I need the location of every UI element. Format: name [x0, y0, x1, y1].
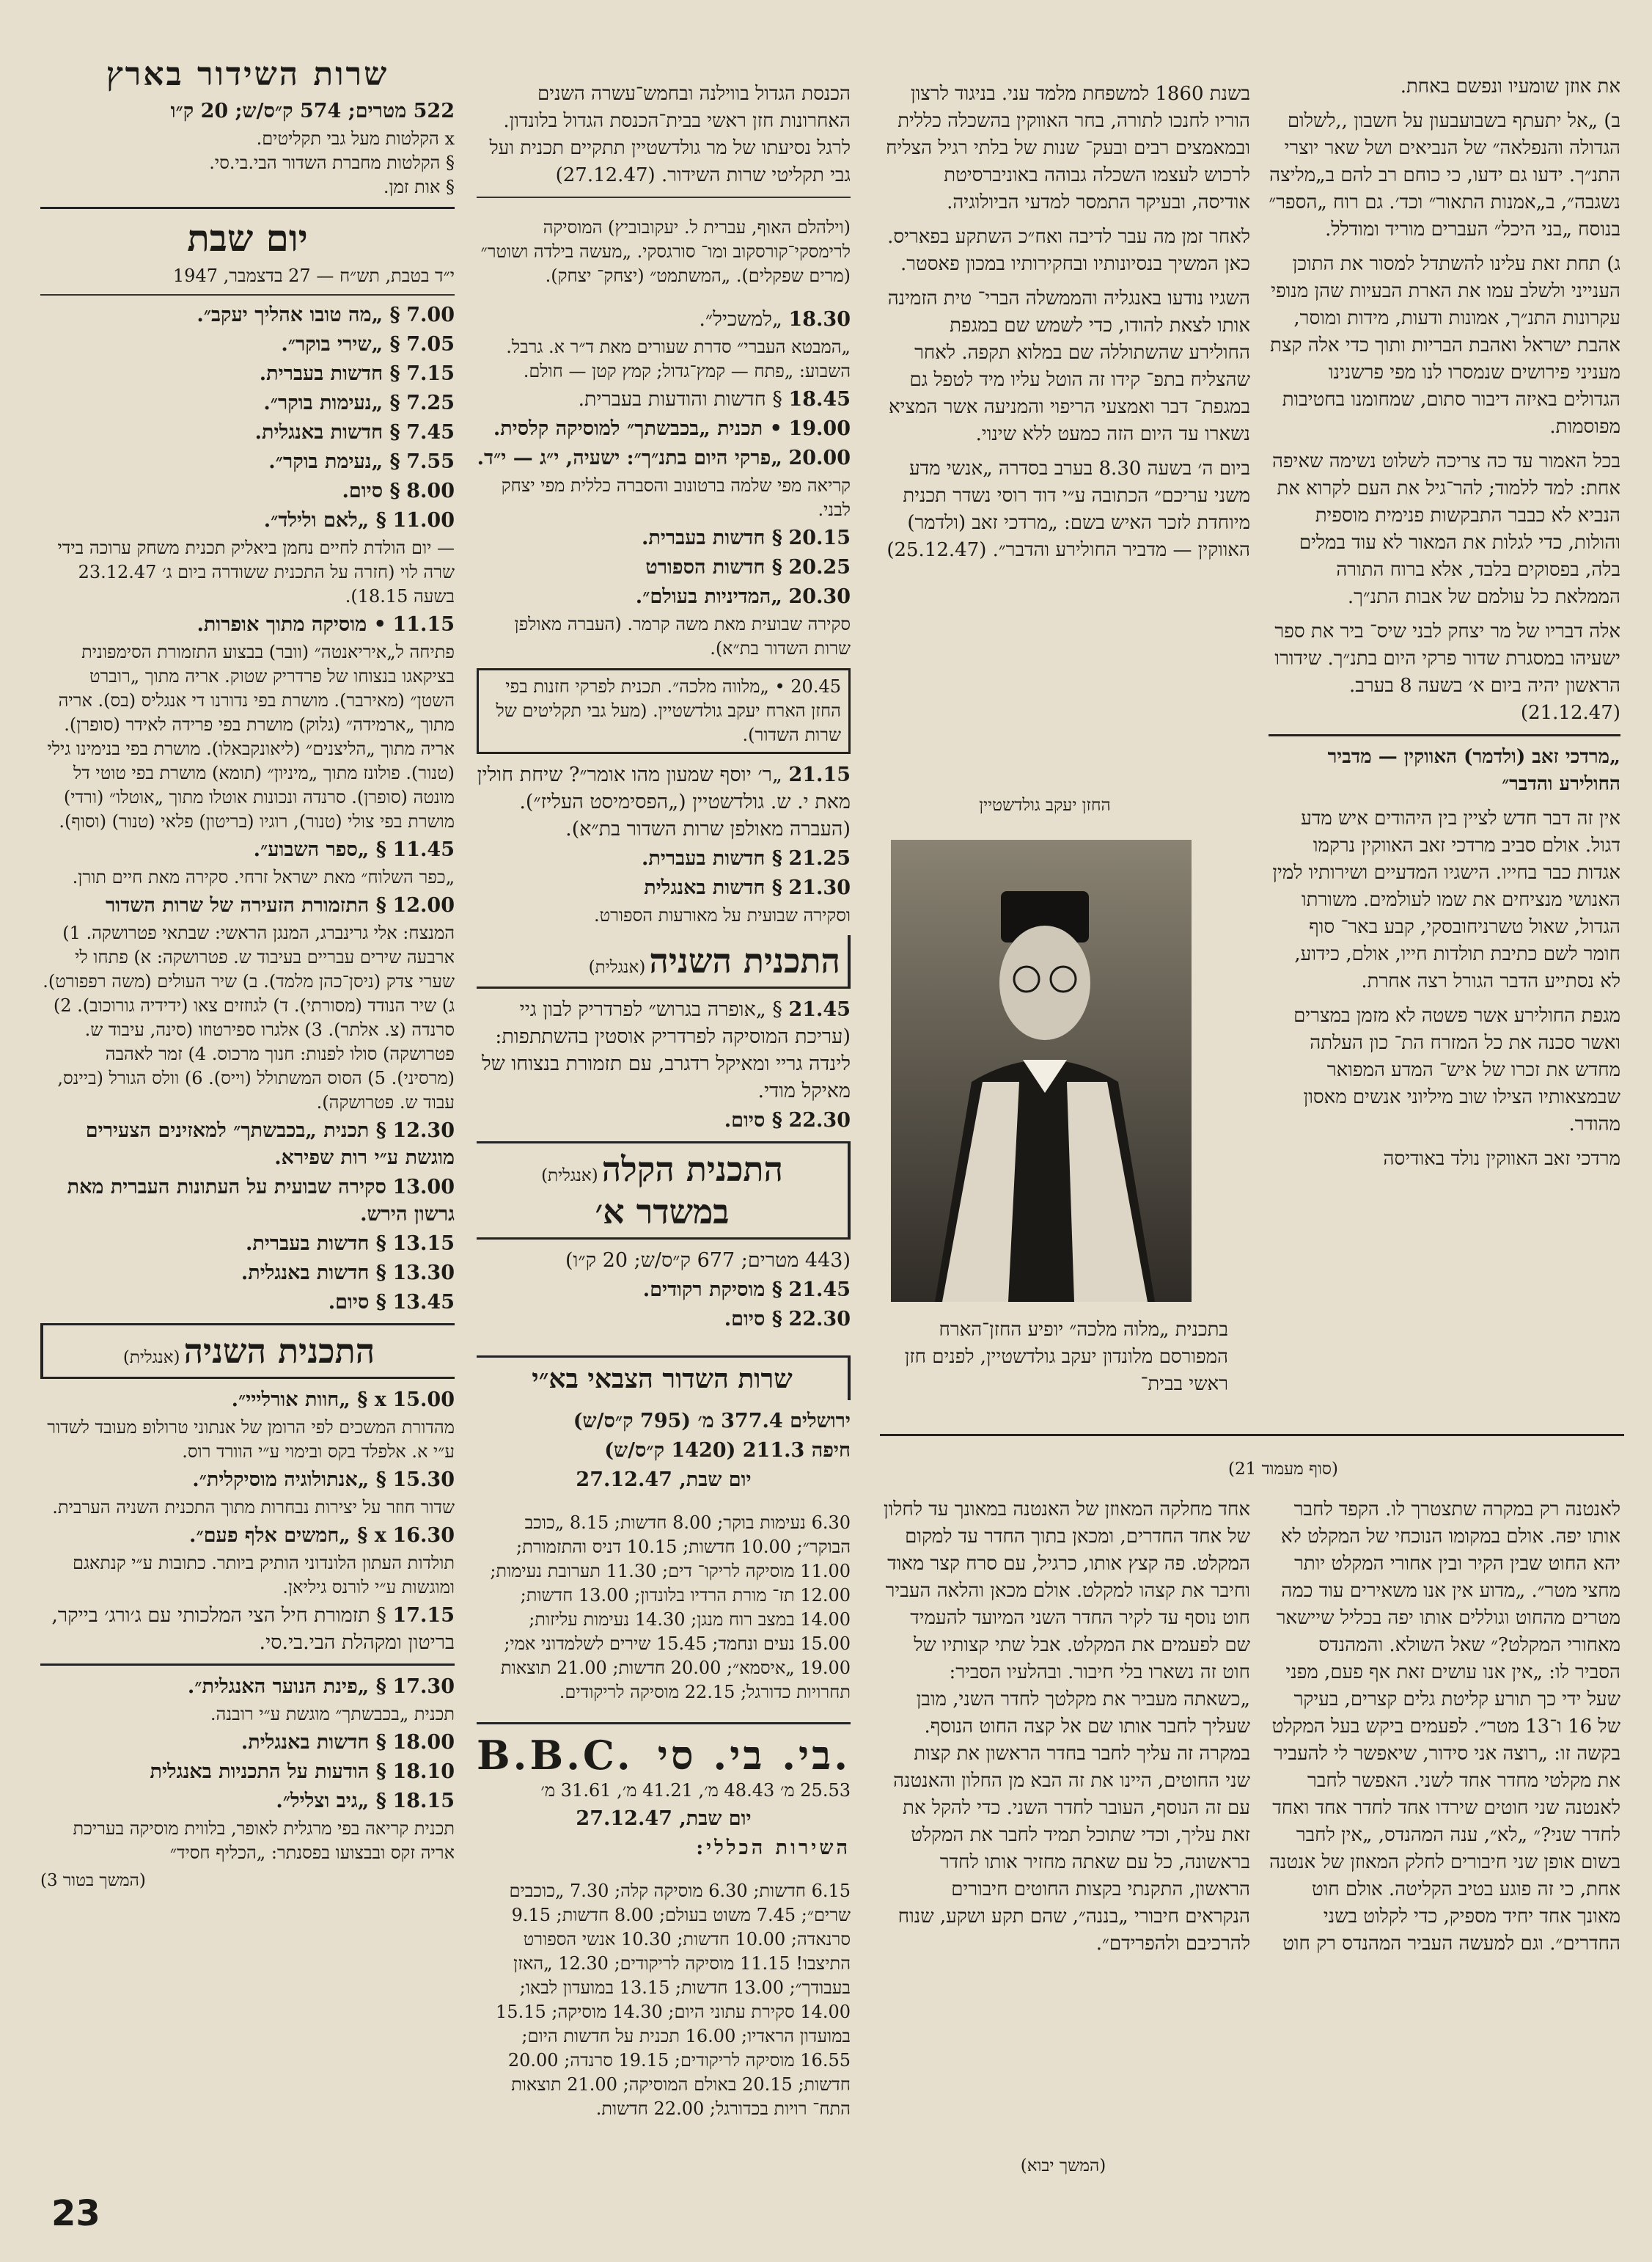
program: § סיום.	[342, 480, 400, 502]
program: § חדשות בעברית.	[641, 527, 782, 549]
schedule-row	[40, 507, 455, 534]
paragraph: בכל האמור עד כה צריכה לשלוט נשימה שאיפה אחת: למד ללמוד; להר־גיל את העם לקרוא את הנביא לא כבבר התבקשות פנימית מוספית והולות, כדי לגלות את המאור לא עוד במלים בלה, בפסוקים בלבד, אלא ברוח התורה הממלאת כל עולמם של אבות התנ״ך.	[1272, 450, 1620, 608]
column-bottom-right	[1269, 1496, 1620, 2186]
program: § „לאם ולילד״.	[263, 509, 386, 532]
program: 20.45 • „מלווה מלכה״. תכנית לפרקי חזנות בפי החזן הארח יעקב גולדשטיין. (מעל גבי תקליטים של שרות השדור).	[496, 676, 841, 745]
portrait-image	[891, 840, 1192, 1302]
schedule-row	[40, 921, 455, 1115]
program: § חדשות באנגלית.	[254, 421, 400, 444]
frequency-info: ירושלים 377.4 מ׳ (795 ק״ס/ש)	[573, 1410, 851, 1432]
time: 20.00	[788, 447, 851, 469]
time: 21.45	[788, 998, 851, 1021]
time: 20.30	[788, 585, 851, 608]
time: 22.30	[788, 1109, 851, 1132]
time: 17.15	[392, 1604, 455, 1627]
photo-caption	[884, 1317, 1228, 1412]
schedule-row	[40, 611, 455, 638]
caption-text: החזן יעקב גולדשטיין	[979, 796, 1111, 815]
schedule-row	[477, 524, 851, 552]
divider	[477, 1722, 851, 1724]
program: § „אנתולוגיה מוסיקלית״.	[192, 1468, 386, 1491]
program: וסקירה שבועית על מאורעות הספורט.	[593, 905, 851, 926]
program: קריאה מפי שלמה ברטונוב והסברה כללית מפי יצחק לבני.	[501, 475, 851, 520]
continued-note: (המשך בטור 3)	[40, 1871, 146, 1890]
schedule-row	[40, 865, 455, 890]
time: 7.55	[406, 450, 455, 473]
schedule-row	[40, 1174, 455, 1228]
paragraph: הכנסת הגדול בווילנה ובחמש־עשרה השנים האחרונות חזן ראשי בבית־הכנסת הגדול בלונדון. לרגל נסיעתו של מר גולדשטיין תתקיים תכנית ועל גבי תקליטי שרות השידור. (27.12.47)	[489, 83, 851, 186]
program: § חדשות בעברית.	[641, 847, 782, 870]
program: סקירה שבועית על העתונות העברית מאת גרשון הירש.	[67, 1176, 455, 1226]
date-line: יום שבת, 27.12.47	[576, 1807, 752, 1830]
section-title: התכנית השניה	[649, 941, 840, 981]
schedule-row	[40, 477, 455, 505]
page-number: 23	[51, 2193, 100, 2234]
schedule-row	[477, 335, 851, 384]
schedule-row	[477, 874, 851, 901]
paragraph: ג) תחת זאת עלינו להשתדל למסור את התוכן הענייני ולשלב עמו את הארת הבעיות שהן מנופי עקרונות התנ״ך, אמונות ודעות, מידות ומוסר, אהבת ישראל ואהבת הבריות ותוך כדי אלה קצת מעניני פירושים שנמסרו לנו מפי פרשנינו הגדולים באיזה דיבור סתום, שמחומנו בחטיבות מפוסמות.	[1270, 253, 1620, 438]
schedule-row	[40, 360, 455, 387]
schedule-list	[477, 761, 851, 928]
day-title: יום שבת	[187, 216, 308, 260]
time: 22.30	[788, 1308, 851, 1331]
program: תכנית „בכבשתך״ מוגשת ע״י רובנה.	[210, 1704, 455, 1724]
program: תכנית קריאה בפי מרגלית לאופר, בלווית מוסיקה בעריכת אריה זקס ובבצועו בפסנתר: „הכליף חסיד״	[73, 1818, 455, 1863]
broadcast-service-title: שרות השידור בארץ	[106, 56, 389, 93]
section-title: שרות השדור הצבאי בא״י	[532, 1364, 793, 1394]
program: „למשכיל״.	[699, 308, 782, 331]
time: 7.25	[406, 392, 455, 414]
time: 7.15	[406, 362, 455, 385]
date-line: יום שבת, 27.12.47	[576, 1468, 752, 1491]
schedule-row	[40, 1817, 455, 1865]
schedule-row	[40, 1673, 455, 1700]
section-subtitle: השירות הכללי:	[696, 1837, 851, 1859]
column-radio-listings	[477, 1348, 851, 2170]
time: 16.30	[392, 1524, 455, 1547]
end-note-text: (סוף מעמוד 21)	[1228, 1460, 1338, 1479]
paragraph: מגפת החולירע אשר פשטה לא מזמן במצרים ואשר סכנה את כל המזרח הת־ כון העלתה מחדש את זכרו של איש־ המדע המפואר שבמצאותיו הצילו שוב מיליוני אנשים מאסון מהודר.	[1293, 1005, 1620, 1135]
time: 7.45	[406, 421, 455, 444]
program: § תזמורת חיל הצי המלכותי עם ג׳ורג׳ בייקר, בריטון ומקהלת הבי.בי.סי.	[51, 1604, 455, 1654]
paragraph: בשנת 1860 למשפחת מלמד עני. בניגוד לרצון הוריו לחנכו לתורה, בחר האווקין בהשכלה כללית ובמאמצים רבים ובעק־ שנות של בלתי רגיל הצליח לרכוש לעצמו השכלה גבוהה באוניברסיטת אודיסה, ובעיקר התמסר למדעי הביולוגיה.	[886, 83, 1250, 213]
time: 13.30	[392, 1262, 455, 1284]
schedule-row	[477, 904, 851, 928]
cantor-photo	[891, 840, 1192, 1302]
program: § סיום.	[724, 1109, 782, 1132]
bbc-header	[477, 1732, 851, 1779]
schedule-list	[40, 1673, 455, 1865]
schedule-row	[40, 1416, 455, 1464]
time: 18.15	[392, 1790, 455, 1812]
paragraph: ב) „אל יתעתף בשבועבעון על חשבון ,,לשלום הגדולה והנפלאה״ של הנביאים ושל שאר יוצרי התנ״ך. ידעו גם ידעו, כי כוחם רב להם ב„מליצה נשגבה״, ב„אמנות התאור״ וכד׳. גם רוח „הספר״ בנוסח „בני היכל״ העברים מוריד ומודלל.	[1269, 110, 1620, 241]
schedule-row	[477, 996, 851, 1105]
time: 12.00	[392, 894, 455, 917]
program: • תכנית „בכבשתך״ למוסיקה קלסית.	[493, 417, 782, 440]
schedule-row	[477, 444, 851, 472]
schedule-row	[477, 612, 851, 661]
schedule-row	[40, 1289, 455, 1316]
schedule-row	[40, 1259, 455, 1286]
schedule-row	[477, 386, 851, 413]
program: § מוסיקת רקודים.	[642, 1278, 782, 1301]
program: „כפר השלוח״ מאת ישראל זרחי. סקירה מאת חיים תורן.	[72, 867, 455, 887]
column-far-left	[40, 51, 455, 2186]
bbc-english: B.B.C.	[477, 1732, 634, 1779]
legend-line: x הקלטות מעל גבי תקליטים.	[256, 128, 455, 149]
paragraph: אחד מחלקה המאוזן של האנטנה במאונך עד לחלון של אחד החדרים, ומכאן בתוך החדר עד למקום המקלט. פה קצץ אותו, כרגיל, עם סרח קצר מאוד וחיבר את קצהו למקלט. אולם מכאן והלאה העביר חוט נוסף עד לקיר החדר השני המיועד להעמיד שם לפעמים את המקלט. אבל שתי קצותיו של חוט זה נשארו בלי חיבור. ובהלעיו הסביר: „כשאתה מעביר את מקלטך לחדר השני, מובן שעליך לחבר אותו שם אל קצה החוט הנוסף. במקרה זה עליך לחבר בחדר הראשון את קצות שני החוטים, היינו את זה הבא מן החלון והאנטנה עם זה הנוסף, העובר לחדר השני. כדי להקל את זאת עליך, וכדי שתוכל תמיד לחבר את המקלט בראשונה, כל עם שאתה מחזיר אותו לחדר הראשון, התקנתי בקצות החוטים חיבורים הנקראים חיבורי „בננה״, שהם תקע ושקע, שנוח להרכיבם ולהפרידם״.	[884, 1498, 1250, 1955]
time: 20.25	[788, 556, 851, 579]
schedule-row	[40, 1386, 455, 1413]
schedule-list	[40, 1386, 455, 1656]
frequency-info: 522 מטרים; 574 ק״ס/ש; 20 ק״ו	[170, 100, 455, 122]
schedule-row	[40, 1551, 455, 1600]
schedule-row	[40, 1496, 455, 1520]
program: § חדשות באנגלית.	[241, 1731, 386, 1754]
schedule-row	[40, 301, 455, 329]
second-program-header	[477, 935, 851, 989]
legend-line: § אות זמן.	[383, 177, 455, 197]
schedule-list	[40, 301, 455, 1316]
schedule-row	[40, 892, 455, 919]
schedule-row	[40, 1522, 455, 1549]
time: 18.30	[788, 308, 851, 331]
program: המנצח: אלי גרינברג, המנגן הראשי: שבתאי פטרושקה. 1) ארבעה שירים עבריים בעיבוד ש. פטרושקה: א) פתחו לי שערי צדק (ניסן־כהן מלמד). ב) שיר העולים (משה רפפורט). ג) שיר הנודד (מסורתי). ד) לגוזזים צאו (ידידיה גורוכוב). 2) סרנדה (צ. אלתר). 3) אלגרו ספירטוזו (סינה, עיבוד ש. פטרושקה) סולו לפנות: חנוך מרכוס. 4) זמר לאהבה (מרסיני). 5) הסוס המשתולל (וייס). 6) וולס הגורל (ביינס, עבוד ש. פטרושקה).	[43, 923, 455, 1113]
section-subtitle: במשדר א׳	[595, 1192, 730, 1231]
legend-line: § הקלטות מחברת השדור הבי.בי.סי.	[209, 153, 455, 173]
schedule-row	[477, 1107, 851, 1134]
time: 21.25	[788, 847, 851, 870]
program: „המבטא העברי״ סדרת שעורים מאת ד״ר א. גרבל. השבוע: „פתח — קמץ־גדול; קמץ קטן — חולם.	[506, 337, 851, 381]
program: § חדשות בעברית.	[259, 362, 400, 385]
schedule-row	[40, 448, 455, 475]
program: § חדשות באנגלית.	[241, 1262, 386, 1284]
program: § „מה טובו אהליך יעקב״.	[197, 304, 400, 326]
schedule-row	[40, 1787, 455, 1815]
paragraph: אלה דבריו של מר יצחק לבני שיס־ ביר את ספר ישעיהו במסגרת שדור פרקי היום בתנ״ך. שידורו הראשון יהיה ביום א׳ בשעה 8 בערב. (21.12.47)	[1274, 621, 1620, 724]
time: 20.15	[788, 527, 851, 549]
time: 17.30	[392, 1675, 455, 1698]
language-tag: (אנגלית)	[588, 958, 646, 977]
program: § „שירי בוקר״.	[281, 333, 400, 356]
time: 12.30	[392, 1119, 455, 1142]
schedule-row	[477, 415, 851, 442]
language-tag: (אנגלית)	[122, 1348, 180, 1367]
schedule-row	[40, 389, 455, 417]
schedule-row	[40, 1729, 455, 1756]
language-tag: (אנגלית)	[541, 1166, 598, 1185]
time: 11.00	[392, 509, 455, 532]
program: x § „חמשים אלף פעם״.	[189, 1524, 386, 1547]
bbc-hebrew: בי. בי. סי.	[657, 1732, 851, 1779]
frequency-info: (443 מטרים; 677 ק״ס/ש; 20 ק״ו)	[565, 1249, 851, 1272]
paragraph: השגיו נודעו באנגליה והממשלה הברי־ טית הזמינה אותו לצאת להודו, כדי לשמש שם במגפת החולירע שהשתוללה שם במלוא תקפה. לאחר שהצליח בתפ־ קידו זה הוטל עליו מיד לטפל גם במגפת־ דבר ואמצעי הריפוי והמניעה אשר המציא נשארו עד היום הזה כמעט ללא שינוי.	[887, 288, 1250, 445]
schedule-row	[477, 1276, 851, 1303]
program: „פרקי היום בתנ״ך״: ישעיה, י״ג — י״ד.	[477, 447, 782, 469]
article-title: „מרדכי זאב (ולדמר) האווקין — מדביר החולירע והדבר״	[1327, 746, 1620, 795]
column-center-left	[477, 81, 851, 1438]
time: 7.05	[406, 333, 455, 356]
program: § „ספר השבוע״.	[253, 838, 386, 861]
time: 21.15	[788, 764, 851, 786]
schedule-row	[40, 640, 455, 834]
time: 13.00	[392, 1176, 455, 1198]
time: 21.45	[788, 1278, 851, 1301]
schedule-row	[40, 836, 455, 863]
paragraph: מרדכי זאב האווקין נולד באודיסה	[1383, 1148, 1620, 1170]
paragraph: אין זה דבר חדש לציין בין היהודים איש מדע דגול. אולם סביב מרדכי זאב האווקין נרקמו אגדות כבר בחייו. הישגיו המדעיים ושירותיו למין האנושי מנציחים את שמו לעולמים. משורתו הגדול, שאול טשרניחובסקי, קבע באר־ סוף חומר לשם כתיבת תולדות חייו, אולם, כידוע, לא נסתייע הדבר הגורל רצה אחרת.	[1272, 808, 1620, 992]
program: x § „חוות אורלייי״.	[231, 1388, 386, 1411]
program: § חדשות הספורט	[645, 556, 782, 579]
program: § „גיב וצליל״.	[276, 1790, 386, 1812]
program: § חדשות באנגלית	[644, 876, 782, 899]
divider	[40, 207, 455, 209]
schedule-row	[477, 306, 851, 333]
schedule-row	[477, 474, 851, 522]
paragraph: ביום ה׳ בשעה 8.30 בערב בסדרה „אנשי מדע משני עריכם״ הכתובה ע״י דוד רוסי נשדר תכנית מיוחדת לזכר האיש בשם: „מרדכי זאב (ולדמר) האווקין — מדביר החולירע והדבר״. (25.12.47)	[886, 458, 1250, 561]
date-line: י״ד בטבת, תש״ח — 27 בדצמבר, 1947	[172, 266, 455, 286]
second-program-header	[40, 1323, 455, 1379]
program: § „נעימת בוקר״.	[268, 450, 400, 473]
schedule-row	[40, 331, 455, 358]
time: 15.00	[392, 1388, 455, 1411]
program: „ר׳ יוסף שמעון מהו אומר״? שיחת חולין מאת י. ש. גולדשטיין („הפסימיסט העליז״). (העברה מאולפן שרות השדור בת״א).	[477, 764, 851, 841]
time: 15.30	[392, 1468, 455, 1491]
light-program-header	[477, 1141, 851, 1240]
program: § חדשות בעברית.	[245, 1232, 386, 1255]
time: 18.10	[392, 1760, 455, 1783]
paragraph: את אוזן שומעיו ונפשם באחת.	[1400, 76, 1620, 98]
time: 19.00	[788, 417, 851, 440]
program: § „אופרה בגרוש״ לפרדריק לבון גיי (עריכת המוסיקה לפרדריק אוסטין בהשתתפות: לינדה גריי ומאיקל רדגרב, עם תזמורת בנצוחו של מאיקל מודי.	[482, 998, 851, 1102]
program: § סיום.	[724, 1308, 782, 1331]
schedule-row	[477, 761, 851, 843]
schedule-row	[40, 1230, 455, 1257]
time: 8.00	[406, 480, 455, 502]
time: 13.45	[392, 1291, 455, 1314]
schedule-row	[477, 554, 851, 581]
schedule-text: 6.15 חדשות; 6.30 מוסיקה קלה; 7.30 „כוכבים שרים״; 7.45 משוט בעולם; 8.00 חדשות; 9.15 סרנאדה; 10.00 חדשות; 10.30 אנשי הספורט התיצבו! 11.15 מוסיקה לריקודים; 12.30 „האזן בעבודך״; 13.00 חדשות; 13.15 במועדון לבאו; 14.00 סקירת עתוני היום; 14.30 מוסיקה; 15.15 במועדון הראדיו; 16.00 תכנית על חדשות היום; 16.55 מוסיקה לריקודים; 19.15 סרנדה; 20.00 חדשות; 20.15 באולם המוסיקה; 21.00 תוצאות התח־ רויות בכדורגל; 22.00 חדשות.	[496, 1881, 851, 2119]
program: § חדשות והודעות בעברית.	[578, 388, 782, 411]
paragraph: לאנטנה רק במקרה שתצטרך לו. הקפד לחבר אותו יפה. אולם במקומו הנוכחי של המקלט לא יהא החוט שבין הקיר ובין אחורי המקלט יותר מחצי מטר״. „מדוע אין אנו משאירים עוד כמה מטרים מהחוט וגוללים אותו יפה בכליל שיישאר מאחורי המקלט?״ שאל השולא. והמהנדס הסביר לו: „אין אנו עושים זאת אף פעם, מפני שעל ידי כך תורע קליטת גלים קצרים, בעיקר של 16 ו־13 מטר״. לפעמים ביקש בעל המקלט בקשה זו: „רוצה אני סידור, שיאפשר לי להעביר את מקלטי מחדר אחד לשני. האפשר לחבר לאנטנה שני חוטים שירדו אחד לחדר אחד ואחד לחדר שני?״ „לא״, ענה המהנדס, „אין לחבר בשום אופן שני חיבורים לחלק המאוזן של אנטנה אחת, כי זה פוגע בטיב הקליטה. אולם חוט מאונך אחד יחיד מספיק, כדי לקלוט בשני החדרים״. וגם למעשה העביר המהנדס רק חוט	[1269, 1498, 1620, 1955]
program: § סיום.	[328, 1291, 386, 1314]
program: • מוסיקה מתוך אופרות.	[197, 613, 386, 636]
time: 11.45	[392, 838, 455, 861]
divider	[40, 294, 455, 296]
column-center-right	[884, 81, 1250, 785]
photo-caption-top	[884, 796, 1206, 825]
army-service-header	[477, 1355, 851, 1400]
paragraph: (וילהלם האוף, עברית ל. יעקובוביץ) המוסיקה לרימסקי־קורסקוב ומו־ סורגסקי. „מעשה בילדה ושוטר״ (מרים שפקלים). „המשתמט״ (יצחק־ יצחק).	[480, 217, 851, 286]
time: 11.15	[392, 613, 455, 636]
paragraph: לאחר זמן מה עבר לדיבה ואח״כ השתקע בפאריס. כאן המשיך בנסיונותיו ובחקירותיו במכון פאסטר.	[887, 226, 1250, 275]
program: שדור חוזר על יצירות נבחרות מתוך התכנית השניה הערבית.	[52, 1497, 455, 1518]
program: סקירה שבועית מאת משה קרמר. (העברה מאולפן שרות השדור בת״א).	[514, 614, 851, 659]
schedule-row	[477, 583, 851, 610]
program: תולדות העתון הלונדוני הותיק ביותר. כתובות ע״י קנתאגם ומוגשות ע״י לורנס גיליאן.	[73, 1553, 455, 1597]
schedule-row	[40, 419, 455, 446]
section-title: התכנית השניה	[183, 1331, 375, 1371]
schedule-text: 6.30 נעימות בוקר; 8.00 חדשות; 8.15 „כוכב הבוקר״; 10.00 חדשות; 10.15 דניס והתזמורת; 11.00 מוסיקה לריקו־ דים; 11.30 תערובת נעימות; 12.00 תז־ מורת הרדיו בלונדון; 13.00 חדשות; 14.00 במצב רוח מנגן; 14.30 נעימות עליזות; 15.00 נעים ונחמד; 15.45 שירים לשלמדוני אמי; 19.00 „איסמא״; 20.00 חדשות; 21.00 תוצאות תחרויות כדורגל; 22.15 מוסיקה לריקודים.	[490, 1512, 851, 1702]
divider	[40, 1663, 455, 1666]
column-far-right	[1269, 73, 1620, 1394]
continued-text: (המשך יבוא)	[1020, 2156, 1106, 2175]
schedule-row	[477, 845, 851, 872]
schedule-row	[40, 1602, 455, 1656]
time: 13.15	[392, 1232, 455, 1255]
section-title: התכנית הקלה	[601, 1149, 783, 1189]
column-bottom-left	[884, 1496, 1250, 2156]
featured-program-box	[477, 668, 851, 754]
program: § התזמורת הזעירה של שרות השדור	[106, 894, 386, 917]
time: 21.30	[788, 876, 851, 899]
schedule-row	[40, 1466, 455, 1493]
schedule-row	[40, 536, 455, 609]
schedule-row	[40, 1117, 455, 1171]
time: 7.00	[406, 304, 455, 326]
program: § „נעימות בוקר״.	[263, 392, 400, 414]
schedule-row	[40, 1758, 455, 1785]
schedule-list	[477, 306, 851, 661]
program: „המדיניות בעולם״.	[635, 585, 782, 608]
frequency-info: 25.53 מ׳ 48.43 מ׳, 41.21 מ׳, 31.61 מ׳	[540, 1780, 851, 1801]
frequency-info: חיפה 211.3 (1420 ק״ס/ש)	[604, 1439, 851, 1462]
time: 18.00	[392, 1731, 455, 1754]
end-note	[1173, 1460, 1393, 1489]
program: § תכנית „בכבשתך״ למאזינים הצעירים מוגשת ע״י רות שפירא.	[85, 1119, 455, 1169]
time: 18.45	[788, 388, 851, 411]
program: מהדורת המשכים לפי הרומן של אנתוני טרולופ מעובד לשדור ע״י א. אלפלד בקס ובימוי ע״י הוורד רוס.	[47, 1417, 455, 1462]
program: פתיחה ל„איריאנטה״ (וובר) בבצוע התזמורת הסימפונית בציקאגו בנצוחו של פרדריק שטוק. אריה מתוך „רוברט השטן״ (מאירבר). מושרת בפי נדורנו די אנגליס (בס). אריה מתוך „ארמידה״ (גלוק) מושרת בפי פרידה לאידר (סופרן). אריה מתוך „הליצנים״ (ליאונקבאלו). מושרת בפי בנימינו גילי (טנור). פולונז מתוך „מיניון״ (תומא) מושרת בפי טוטי דל מונטה (סופרן). סרנדה ונכונות אוטלו מתוך „אוטלו״ (ורדי) מושרת בפי צולי (טנור), רוגיו (בריטון) פלאי (טנור) (וסוף).	[47, 642, 455, 832]
program: — יום הולדת לחיים נחמן ביאליק תכנית משחק ערוכה בידי שרה לוי (חזרה על התכנית ששודרה ביום ג׳ 23.12.47 בשעה 18.15).	[57, 538, 455, 607]
section-divider	[880, 1434, 1624, 1436]
program: § „פינת הנוער האנגלית״.	[187, 1675, 386, 1698]
divider	[1269, 734, 1620, 736]
caption-text: בתכנית „מלוה מלכה״ יופיע החזן־הארח המפורסם מלונדון יעקב גולדשטיין, לפנים חזן ראשי בבית־	[904, 1319, 1228, 1395]
divider	[477, 197, 851, 198]
schedule-row	[477, 1306, 851, 1333]
program: § הודעות על התכניות באנגלית	[150, 1760, 386, 1783]
schedule-row	[40, 1702, 455, 1727]
continued-note	[953, 2156, 1173, 2186]
